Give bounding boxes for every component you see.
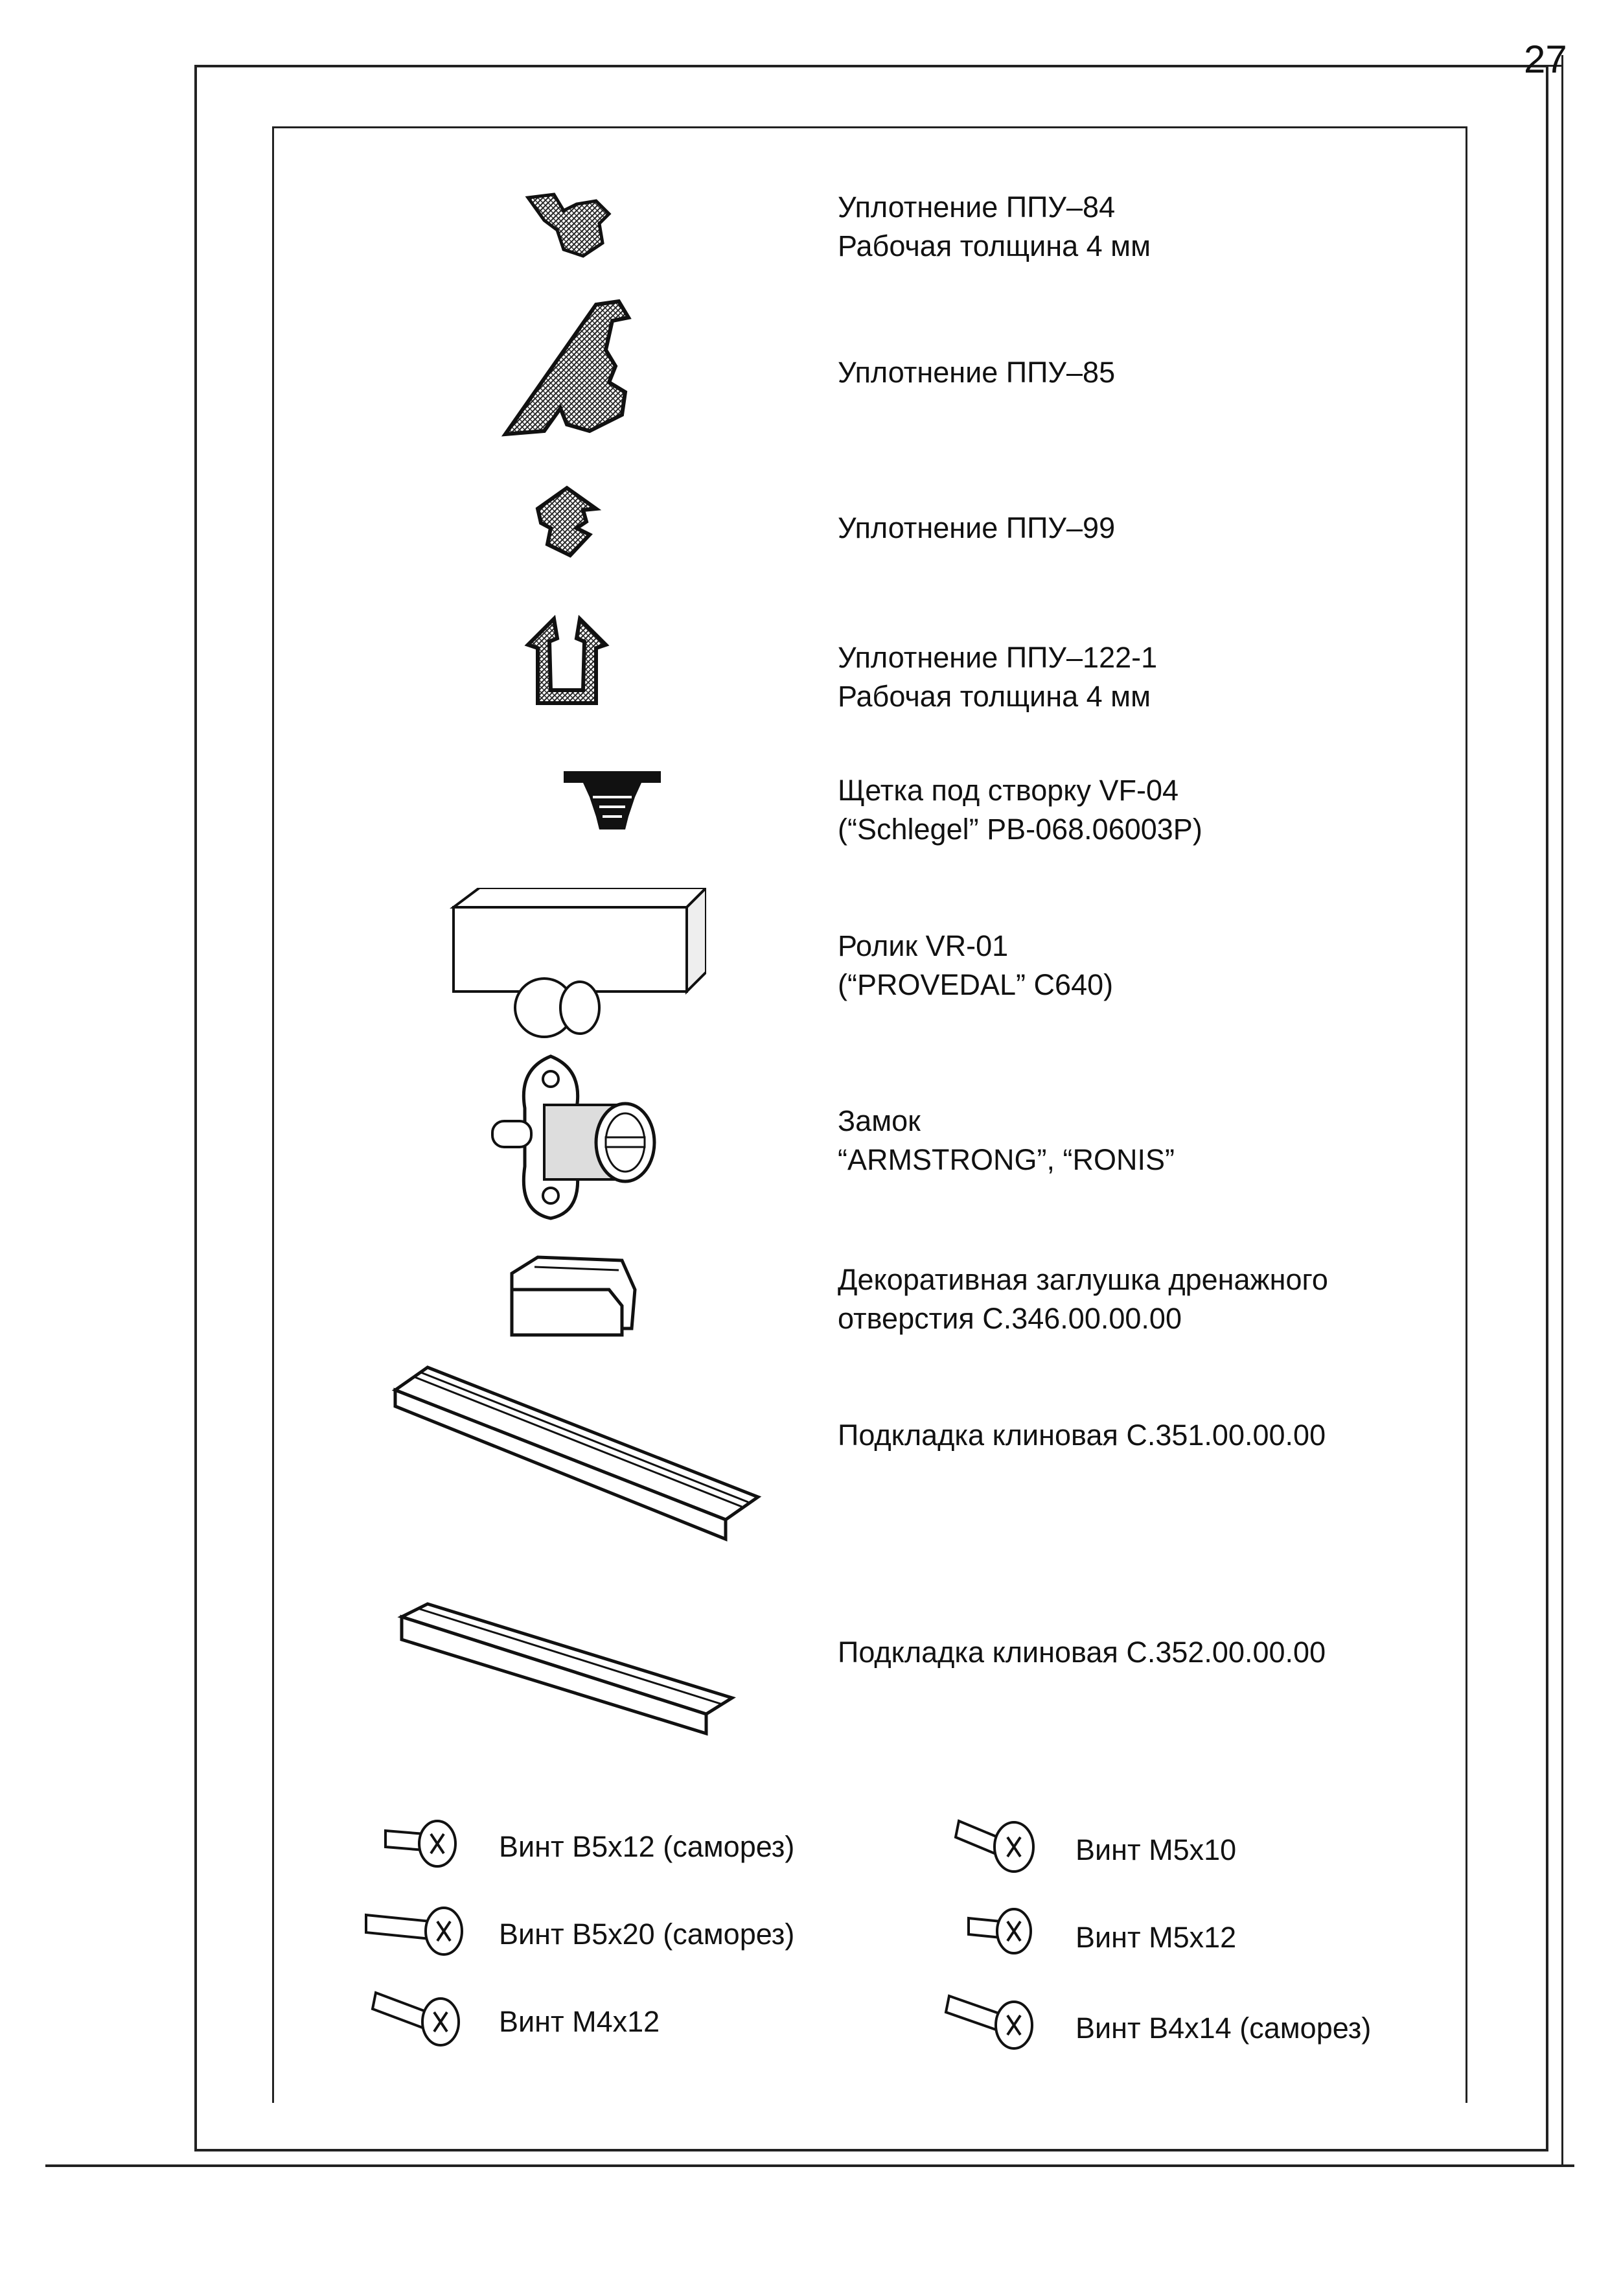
item-label: Подкладка клиновая С.351.00.00.00 [838, 1419, 1326, 1452]
drain-cap-icon [492, 1254, 641, 1345]
item-label: Рабочая толщина 4 мм [838, 680, 1151, 713]
screw-icon [369, 1980, 466, 2051]
bottom-rule [45, 2164, 1574, 2167]
lock-cylinder-icon [479, 1050, 661, 1225]
screw-icon [360, 1899, 470, 1964]
brush-vf-04-icon [564, 771, 661, 836]
item-label: Подкладка клиновая С.352.00.00.00 [838, 1636, 1326, 1669]
screw-label: Винт В5х12 (саморез) [499, 1830, 795, 1863]
seal-ppu-99-profile-icon [531, 483, 603, 561]
screw-item [379, 1815, 962, 1899]
seal-ppu-84-profile-icon [525, 185, 615, 269]
right-rule [1561, 55, 1563, 2164]
screw-icon [962, 1902, 1040, 1960]
screw-label: Винт В4х14 (саморез) [1075, 2012, 1372, 2045]
item-label: Рабочая толщина 4 мм [838, 229, 1151, 262]
item-label: (“Schlegel” PB-068.06003P) [838, 813, 1202, 846]
item-label: Щетка под створку VF-04 [838, 774, 1179, 807]
item-label: Уплотнение ППУ–99 [838, 511, 1116, 544]
item-label: Уплотнение ППУ–84 [838, 191, 1116, 224]
seal-ppu-122-1-profile-icon [518, 612, 615, 710]
screw-icon [952, 1808, 1043, 1873]
item-label: Замок [838, 1104, 921, 1137]
wedge-pad-352-icon [395, 1601, 739, 1737]
screw-item [962, 1902, 1545, 1986]
item-label: отверстия С.346.00.00.00 [838, 1302, 1182, 1335]
item-label: Ролик VR-01 [838, 929, 1009, 962]
screw-item [369, 1980, 952, 2064]
screw-label: Винт В5х20 (саморез) [499, 1918, 795, 1951]
screw-label: Винт М5х10 [1075, 1833, 1237, 1866]
page-number: 27 [1524, 38, 1567, 81]
screw-item [360, 1899, 943, 1983]
item-label: Декоративная заглушка дренажного [838, 1263, 1328, 1296]
seal-ppu-85-profile-icon [499, 295, 648, 444]
item-label: (“PROVEDAL” C640) [838, 968, 1114, 1001]
item-label: Уплотнение ППУ–122-1 [838, 641, 1158, 674]
wedge-pad-351-icon [389, 1361, 765, 1542]
screw-label: Винт М5х12 [1075, 1921, 1237, 1954]
screw-icon [379, 1815, 463, 1873]
top-rule [194, 65, 1561, 67]
screw-label: Винт М4х12 [499, 2005, 660, 2038]
item-label: “ARMSTRONG”, “RONIS” [838, 1143, 1175, 1176]
screw-icon [943, 1983, 1040, 2054]
item-label: Уплотнение ППУ–85 [838, 356, 1116, 389]
screw-item [943, 1983, 1526, 2067]
screw-item [952, 1808, 1535, 1892]
roller-vr-01-icon [447, 888, 706, 1040]
